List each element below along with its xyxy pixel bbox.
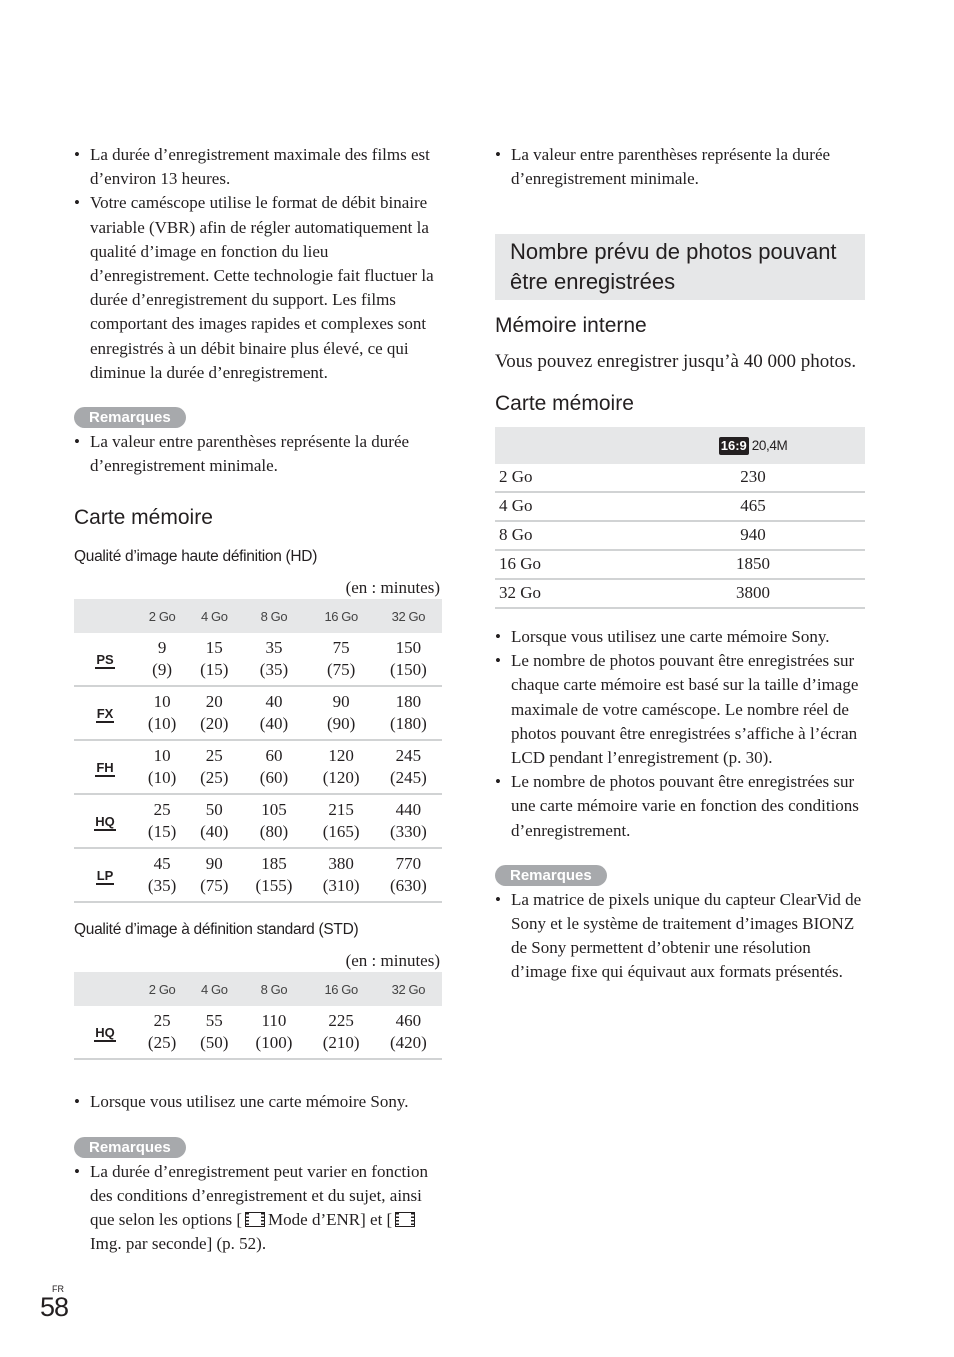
max-duration: 15: [205, 637, 223, 657]
remarques-badge: Remarques: [74, 1137, 186, 1158]
note-text-2: Mode d’ENR] et [: [268, 1210, 393, 1230]
column-header: 2 Go: [136, 599, 188, 633]
duration-cell: [240, 740, 307, 794]
duration-cell: [308, 794, 375, 848]
recording-mode-icon: HQ: [95, 814, 115, 830]
std-duration-table: [74, 972, 442, 1060]
recording-mode-icon: LP: [96, 868, 114, 884]
card-size-cell: 16 Go: [495, 550, 641, 579]
memoire-interne-text: Vous pouvez enregistrer jusqu’à 40 000 photos.: [495, 351, 857, 373]
remarques-list: [495, 888, 865, 985]
table-header-row: [74, 972, 442, 1006]
recording-mode-icon: FH: [96, 760, 114, 776]
max-duration: 75: [332, 637, 350, 657]
intro-bullets: [74, 143, 444, 385]
min-duration: (180): [389, 714, 427, 734]
column-header: 4 Go: [188, 599, 240, 633]
duration-cell: [136, 740, 188, 794]
aspect-16-9-icon: 16:9: [720, 437, 747, 453]
duration-cell: [308, 848, 375, 902]
remarques-note: • La valeur entre parenthèses représente la durée d’enregistrement minimale.: [74, 430, 444, 478]
duration-cell: [308, 1006, 375, 1059]
table-header-row: [495, 427, 865, 464]
max-duration: 40: [265, 691, 283, 711]
column-header: 4 Go: [188, 972, 240, 1006]
note-text-3: Img. par seconde] (p. 52).: [90, 1234, 267, 1254]
min-duration: (40): [200, 822, 229, 842]
max-duration: 35: [265, 637, 283, 657]
min-duration: (310): [322, 876, 360, 896]
duration-cell: [240, 1006, 307, 1059]
min-duration: (15): [147, 822, 177, 842]
mode-header: [74, 599, 136, 633]
max-duration: 10: [153, 745, 171, 765]
table-row: [74, 794, 442, 848]
min-duration: (75): [200, 876, 229, 896]
max-duration: 150: [395, 637, 422, 657]
min-duration: (80): [259, 822, 289, 842]
card-size-cell: 2 Go: [495, 464, 641, 492]
table-header-row: [74, 599, 442, 633]
bullet-vbr: • Votre caméscope utilise le format de débit binaire variable (VBR) afin de régler automatiquement la qualité d’image en fonction du lieu d’enregistrement. Cette technologie fait fluctuer la durée d’enregistrement du support. Les films comportant des images rapides et complexes sont enregistrés à un débit binaire plus élevé, ce qui diminue la durée d’enregistrement.: [74, 191, 444, 385]
max-duration: 180: [395, 691, 422, 711]
max-duration: 90: [205, 853, 223, 873]
duration-cell: [308, 686, 375, 740]
duration-cell: [188, 633, 240, 686]
max-duration: 225: [328, 1010, 354, 1030]
bullet-min-duration: • La valeur entre parenthèses représente la durée d’enregistrement minimale.: [495, 143, 865, 191]
memoire-interne-heading: Mémoire interne: [495, 314, 647, 338]
max-duration: 120: [328, 745, 354, 765]
column-header: 8 Go: [240, 599, 307, 633]
recording-mode-icon: HQ: [95, 1025, 115, 1041]
remarques-list: [74, 1160, 444, 1257]
table-row: [495, 464, 865, 492]
min-duration: (40): [259, 714, 289, 734]
max-duration: 105: [261, 799, 287, 819]
section-title: Nombre prévu de photos pouvant être enregistrées: [495, 234, 865, 300]
duration-cell: [375, 794, 442, 848]
units-label: (en : minutes): [345, 951, 440, 971]
mode-cell: [74, 633, 136, 686]
bullet-sony-card: • Lorsque vous utilisez une carte mémoire Sony.: [74, 1090, 444, 1114]
max-duration: 770: [395, 853, 422, 873]
max-duration: 110: [261, 1010, 287, 1030]
duration-cell: [240, 794, 307, 848]
right-top-bullets: [495, 143, 865, 191]
duration-cell: [375, 848, 442, 902]
max-duration: 45: [153, 853, 171, 873]
duration-cell: [136, 848, 188, 902]
hd-quality-heading: Qualité d’image haute définition (HD): [74, 548, 318, 566]
carte-memoire-heading: Carte mémoire: [495, 391, 634, 415]
bullet-conditions: • Le nombre de photos pouvant être enregistrées sur une carte mémoire varie en fonction des conditions d’enregistrement.: [495, 770, 865, 843]
column-header: 32 Go: [375, 599, 442, 633]
duration-cell: [188, 686, 240, 740]
min-duration: (120): [322, 768, 360, 788]
units-label: (en : minutes): [345, 578, 440, 598]
card-size-cell: 32 Go: [495, 579, 641, 608]
remarques-list: [74, 430, 444, 478]
min-duration: (630): [389, 876, 427, 896]
duration-cell: [240, 686, 307, 740]
min-duration: (25): [200, 768, 229, 788]
sony-bullet-list: [74, 1090, 444, 1114]
duration-cell: [375, 633, 442, 686]
remarques-badge: Remarques: [495, 865, 607, 886]
mode-cell: [74, 848, 136, 902]
min-duration: (25): [147, 1033, 177, 1053]
bullet-max-image-size: • Le nombre de photos pouvant être enregistrées sur chaque carte mémoire est basé sur la taille d’image maximale de votre caméscope. Le nombre réel de photos pouvant être enregistrées s’affiche à l’écran LCD pendant l’enregistrement (p. 30).: [495, 649, 865, 770]
photo-count-cell: 3800: [641, 579, 865, 608]
remarques-clearvid-note: • La matrice de pixels unique du capteur ClearVid de Sony et le système de traitement d’images BIONZ de Sony permettent d’obtenir une résolution d’image fixe qui équivaut aux formats présentés.: [495, 888, 865, 985]
card-size-cell: 4 Go: [495, 492, 641, 521]
min-duration: (75): [326, 660, 356, 680]
max-duration: 380: [328, 853, 354, 873]
min-duration: (10): [147, 768, 177, 788]
note-text-1: La durée d’enregistrement peut varier en fonction des conditions d’enregistrement et du sujet, ainsi que selon les options [: [90, 1161, 428, 1230]
max-duration: 50: [205, 799, 223, 819]
photo-count-cell: 940: [641, 521, 865, 550]
duration-cell: [308, 740, 375, 794]
duration-cell: [240, 633, 307, 686]
mode-cell: [74, 740, 136, 794]
recording-mode-icon: FX: [96, 706, 114, 722]
duration-cell: [136, 1006, 188, 1059]
right-column: [495, 143, 865, 985]
hd-duration-table: [74, 599, 442, 903]
table-row: [74, 633, 442, 686]
left-column: [74, 143, 444, 1256]
max-duration: 185: [261, 853, 287, 873]
min-duration: (10): [147, 714, 177, 734]
max-duration: 25: [153, 1010, 171, 1030]
duration-cell: [188, 1006, 240, 1059]
duration-cell: [136, 633, 188, 686]
resolution-label: 20,4M: [751, 438, 788, 454]
duration-cell: [375, 1006, 442, 1059]
mode-cell: [74, 686, 136, 740]
bullet-max-duration: • La durée d’enregistrement maximale des films est d’environ 13 heures.: [74, 143, 444, 191]
max-duration: 215: [328, 799, 354, 819]
bullet-sony-card: • Lorsque vous utilisez une carte mémoire Sony.: [495, 625, 865, 649]
min-duration: (20): [200, 714, 229, 734]
mode-cell: [74, 794, 136, 848]
page-number: 58: [40, 1292, 69, 1322]
recording-mode-icon: PS: [96, 652, 114, 668]
max-duration: 55: [205, 1010, 223, 1030]
duration-cell: [375, 686, 442, 740]
max-duration: 245: [395, 745, 422, 765]
duration-cell: [188, 794, 240, 848]
min-duration: (60): [259, 768, 289, 788]
column-header: 32 Go: [375, 972, 442, 1006]
duration-cell: [240, 848, 307, 902]
duration-cell: [308, 633, 375, 686]
table-row: [74, 740, 442, 794]
film-icon: [395, 1212, 415, 1227]
max-duration: 25: [153, 799, 171, 819]
duration-cell: [188, 848, 240, 902]
duration-cell: [188, 740, 240, 794]
duration-cell: [136, 686, 188, 740]
image-size-header: [641, 427, 865, 464]
photo-bullets: [495, 625, 865, 843]
max-duration: 460: [395, 1010, 422, 1030]
max-duration: 440: [395, 799, 422, 819]
min-duration: (90): [326, 714, 356, 734]
column-header: 2 Go: [136, 972, 188, 1006]
column-header: 16 Go: [308, 599, 375, 633]
table-row: [74, 848, 442, 902]
min-duration: (330): [389, 822, 427, 842]
table-row: [495, 579, 865, 608]
min-duration: (420): [389, 1033, 427, 1053]
min-duration: (150): [389, 660, 427, 680]
photo-count-cell: 230: [641, 464, 865, 492]
min-duration: (245): [389, 768, 427, 788]
min-duration: (9): [152, 660, 172, 680]
table-row: [495, 492, 865, 521]
column-header: 16 Go: [308, 972, 375, 1006]
photo-count-table: [495, 427, 865, 609]
max-duration: 20: [205, 691, 223, 711]
table-row: [495, 550, 865, 579]
card-size-cell: 8 Go: [495, 521, 641, 550]
remarques-badge: Remarques: [74, 407, 186, 428]
max-duration: 10: [153, 691, 171, 711]
max-duration: 25: [205, 745, 223, 765]
min-duration: (15): [200, 660, 229, 680]
table-row: [74, 686, 442, 740]
column-header: 8 Go: [240, 972, 307, 1006]
min-duration: (155): [255, 876, 293, 896]
table-row: [74, 1006, 442, 1059]
min-duration: (210): [322, 1033, 360, 1053]
max-duration: 90: [332, 691, 350, 711]
photo-count-cell: 1850: [641, 550, 865, 579]
photo-count-cell: 465: [641, 492, 865, 521]
min-duration: (165): [322, 822, 360, 842]
duration-cell: [375, 740, 442, 794]
std-quality-heading: Qualité d’image à définition standard (STD): [74, 921, 359, 939]
mode-header: [74, 972, 136, 1006]
remarques-note-options: [74, 1160, 444, 1257]
min-duration: (35): [147, 876, 177, 896]
mode-cell: [74, 1006, 136, 1059]
min-duration: (100): [255, 1033, 293, 1053]
table-row: [495, 521, 865, 550]
duration-cell: [136, 794, 188, 848]
carte-memoire-heading: Carte mémoire: [74, 506, 213, 530]
film-icon: [245, 1212, 265, 1227]
page-language: FR: [52, 1284, 64, 1294]
min-duration: (35): [259, 660, 289, 680]
max-duration: 9: [157, 637, 167, 657]
max-duration: 60: [265, 745, 283, 765]
size-header: [495, 427, 641, 464]
min-duration: (50): [200, 1033, 229, 1053]
